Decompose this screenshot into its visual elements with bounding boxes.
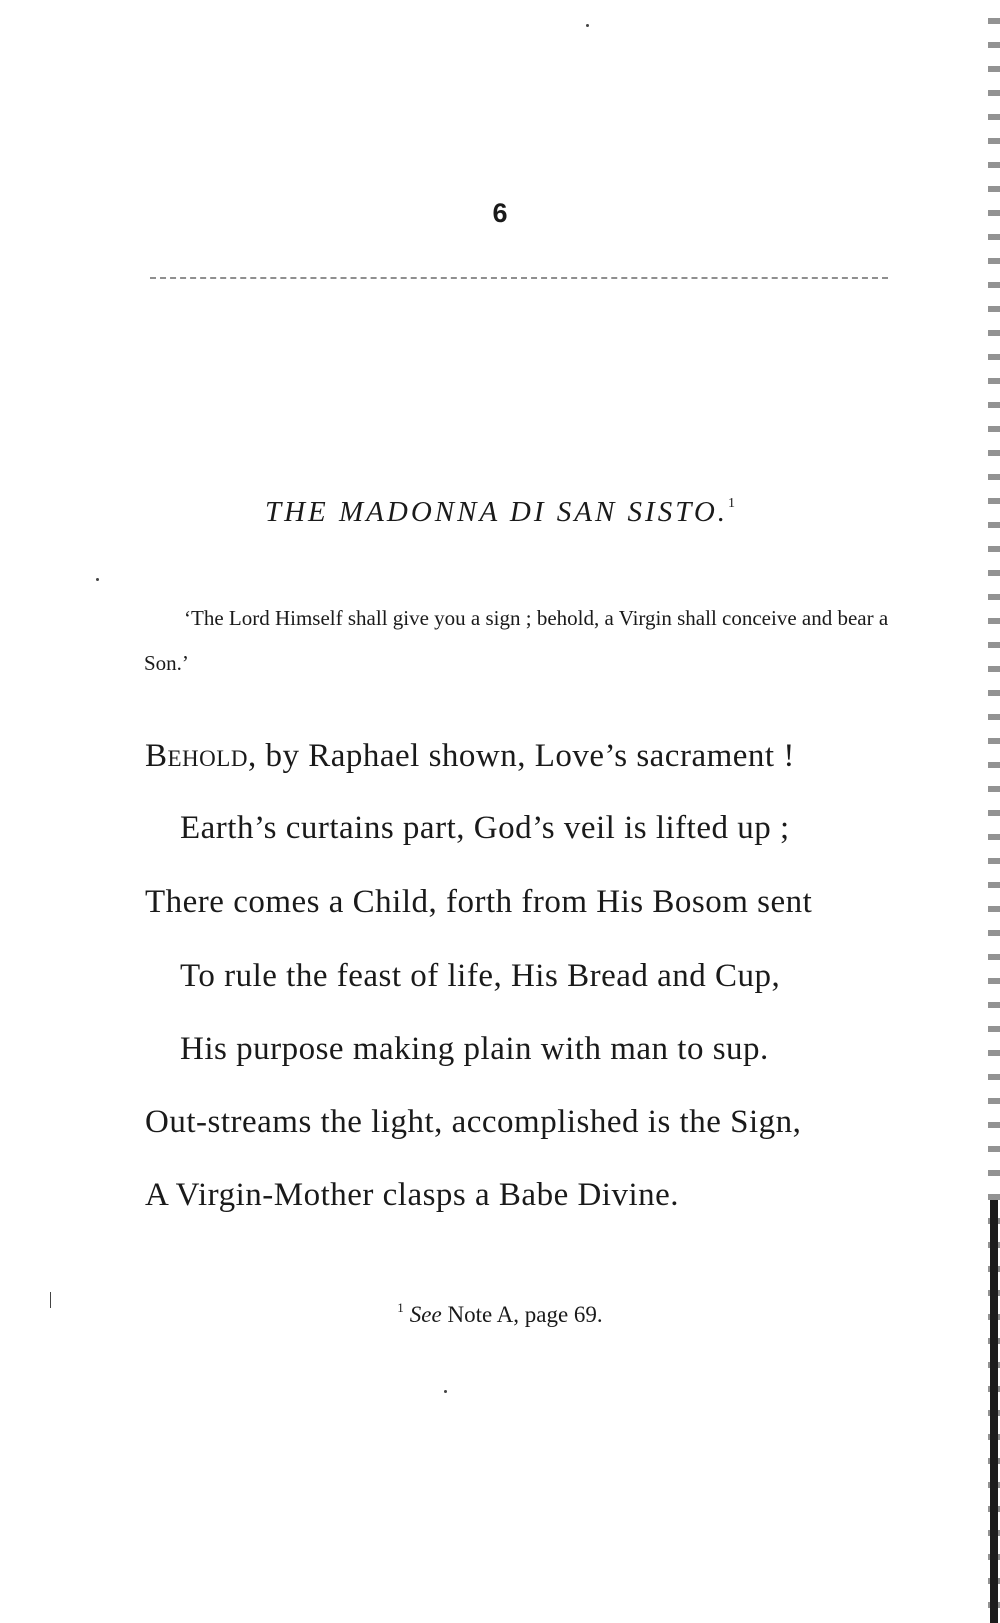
- paper-speck: [50, 1292, 51, 1308]
- poem-title-text: THE MADONNA DI SAN SISTO.: [264, 496, 729, 528]
- verse-line-3: There comes a Child, forth from His Bosom sent: [145, 884, 813, 920]
- footnote-marker: 1: [397, 1300, 404, 1315]
- footnote-text: Note A, page 69.: [447, 1302, 603, 1327]
- verse-line-2: Earth’s curtains part, God’s veil is lifted up ;: [180, 810, 790, 846]
- paper-speck: [586, 24, 589, 27]
- footnote: [0, 1300, 1000, 1328]
- verse-line-6: Out-streams the light, accomplished is the Sign,: [145, 1104, 802, 1140]
- binding-edge-shadow: [990, 1200, 998, 1623]
- verse-first-line-rest: , by Raphael shown, Love’s sacrament !: [247, 738, 795, 774]
- poem-title: [0, 496, 1000, 529]
- title-footnote-marker: 1: [728, 496, 736, 511]
- verse-line-4: To rule the feast of life, His Bread and Cup,: [180, 958, 781, 994]
- verse-line-1: [145, 738, 795, 775]
- page-number: 6: [492, 198, 508, 228]
- header-rule: [150, 277, 888, 279]
- verse-first-word: Behold: [145, 738, 248, 774]
- paper-speck: [444, 1390, 447, 1393]
- epigraph: ‘The Lord Himself shall give you a sign ; behold, a Virgin shall conceive and bear a Son.’: [144, 606, 889, 675]
- footnote-see: See: [409, 1302, 442, 1327]
- verse-line-7: A Virgin-Mother clasps a Babe Divine.: [145, 1177, 680, 1213]
- paper-speck: [96, 578, 99, 581]
- verse-line-5: His purpose making plain with man to sup.: [180, 1031, 769, 1067]
